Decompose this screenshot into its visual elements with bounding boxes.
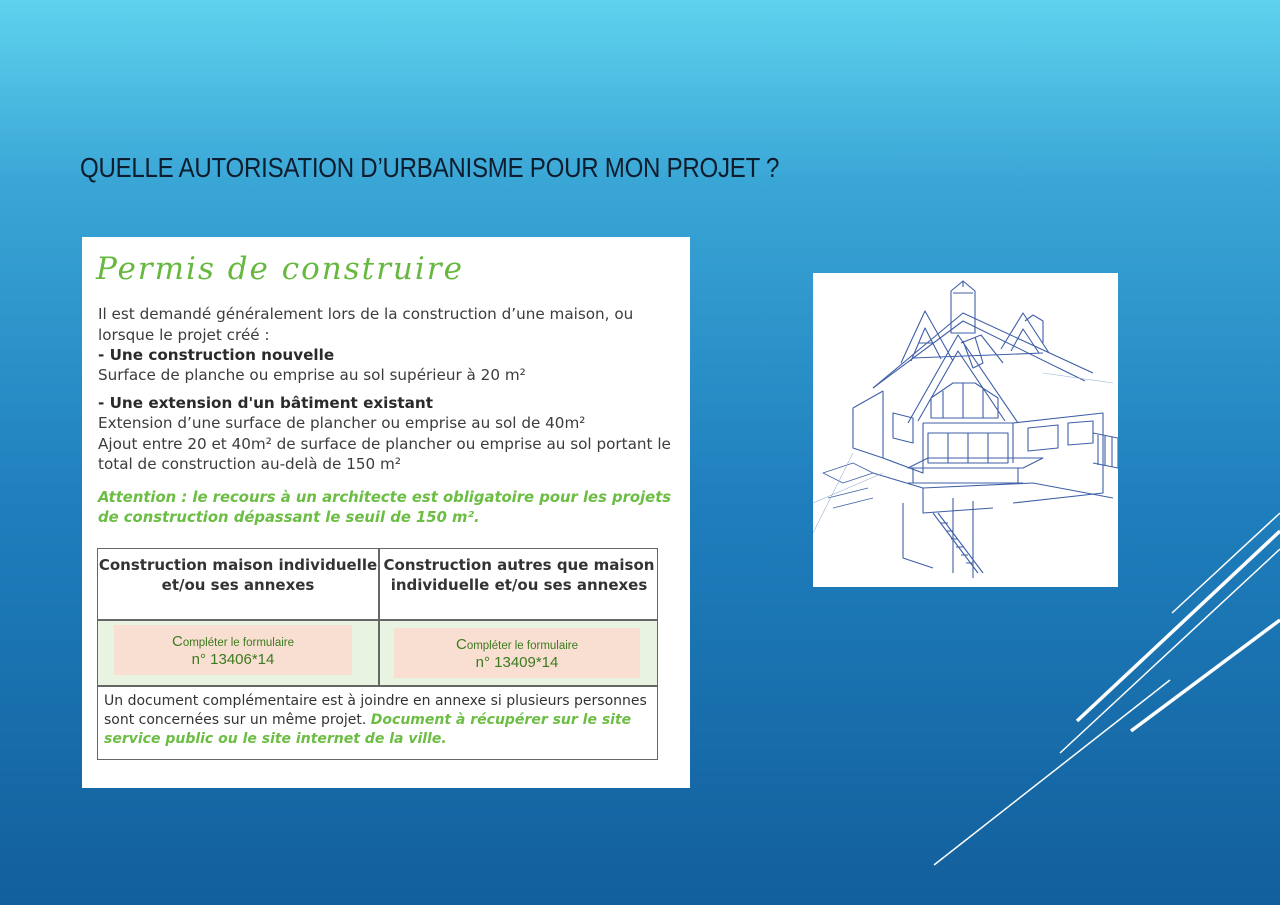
header-individual-house: Construction maison individuelle et/ou ses annexes: [98, 556, 378, 594]
complementary-document-note: Un document complémentaire est à joindre en annexe si plusieurs personnes sont concernées sur un même projet. Document à récupérer sur le site service public ou le site internet de la ville.: [104, 693, 647, 747]
form-13409-box[interactable]: [394, 628, 640, 678]
header-other-construction: Construction autres que maison individuelle et/ou ses annexes: [383, 556, 655, 594]
section-new-construction-body: Surface de planche ou emprise au sol supérieur à 20 m²: [98, 366, 526, 384]
form-13406-box[interactable]: [114, 625, 352, 675]
row-divider: [98, 685, 657, 687]
form-13406-number: n° 13406*14: [191, 651, 275, 668]
permis-info-card: [82, 237, 690, 788]
intro-text: Il est demandé généralement lors de la construction d’une maison, ou lorsque le projet créé :: [98, 305, 634, 344]
slide-title: QUELLE AUTORISATION D’URBANISME POUR MON PROJET ?: [80, 152, 780, 183]
house-blueprint-image: [813, 273, 1118, 587]
card-heading: Permis de construire: [96, 251, 464, 287]
form-table: [97, 548, 658, 760]
section-extension-title: - Une extension d'un bâtiment existant: [98, 394, 434, 412]
section-extension-body: [98, 413, 678, 475]
form-13406-label: Compléter le formulaire: [171, 633, 295, 650]
form-13409-label: Compléter le formulaire: [455, 636, 579, 653]
architect-warning: Attention : le recours à un architecte est obligatoire pour les projets de construction dépassant le seuil de 150 m².: [98, 489, 672, 526]
row-divider: [98, 619, 657, 621]
section-new-construction-title: - Une construction nouvelle: [98, 346, 335, 364]
form-13409-number: n° 13409*14: [475, 654, 559, 671]
extension-line-2: Ajout entre 20 et 40m² de surface de plancher ou emprise au sol portant le total de construction au-delà de 150 m²: [98, 434, 671, 473]
extension-line-1: Extension d’une surface de plancher ou emprise au sol de 40m²: [98, 414, 586, 432]
